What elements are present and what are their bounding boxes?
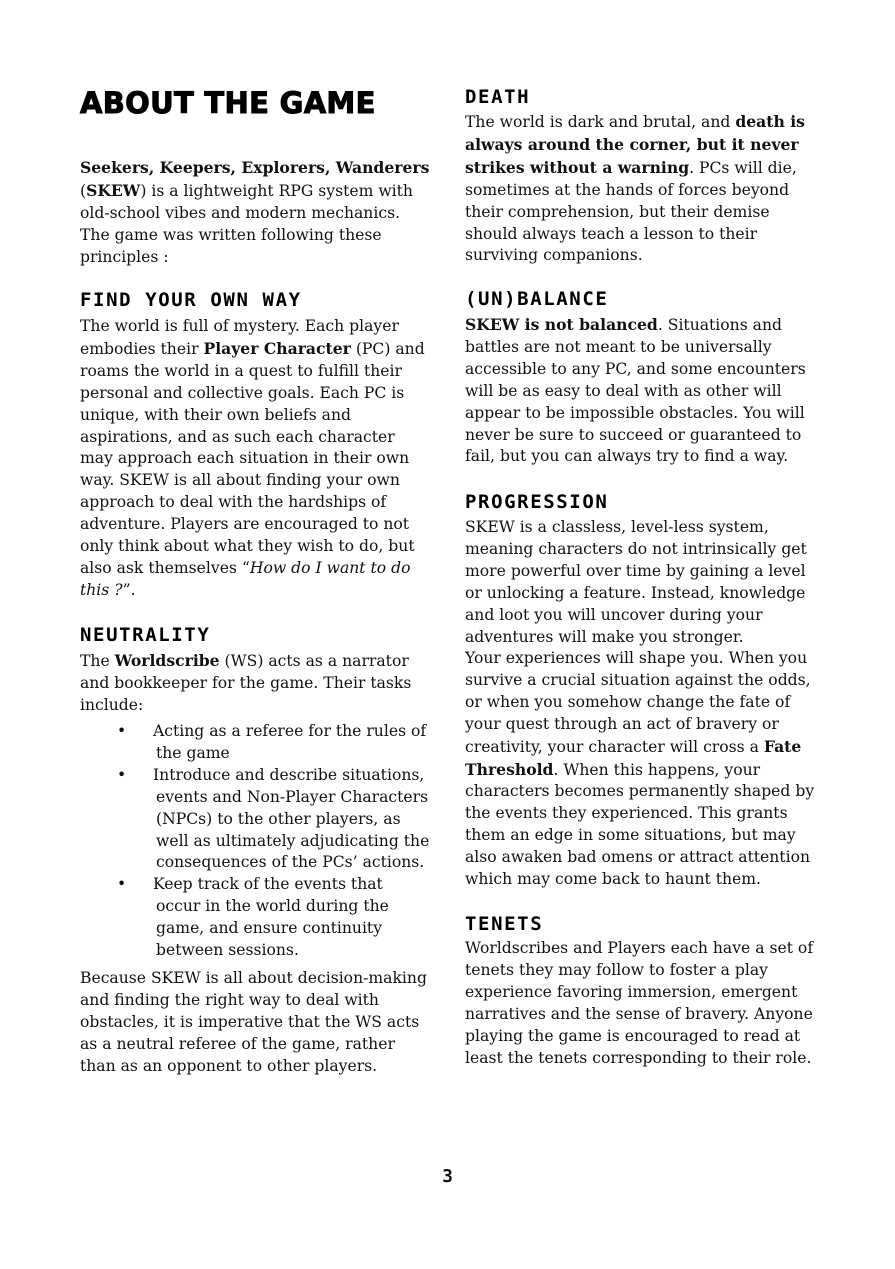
progression-paragraph-1: SKEW is a classless, level-less system, meaning characters do not intrinsically get more powerful over time by gaining a level or unlocking a feature. Instead, knowledge and loot you will uncover during your adventures will make you stronger. [465, 518, 807, 646]
page-number: 3 [442, 1166, 453, 1187]
italic-quote: How do I want to do this ? [80, 558, 411, 599]
worldscribe-term: Worldscribe [114, 651, 220, 670]
heading-find-your-own-way: FIND YOUR OWN WAY [80, 289, 302, 311]
list-item: • Acting as a referee for the rules of the game [117, 722, 427, 762]
unbalance-paragraph: SKEW is not balanced. Situations and battles are not meant to be universally accessible to any PC, and some encounters will be as easy to deal with as other will appear to be impossible obstacles. You will never be sure to succeed or guaranteed to fail, but you can always try to find a way. [465, 315, 806, 466]
tenets-paragraph: Worldscribes and Players each have a set of tenets they may follow to foster a play experience favoring immersion, emergent narratives and the sense of bravery. Anyone playing the game is encouraged to read at least the tenets corresponding to their role. [465, 939, 814, 1067]
intro-bold-names: Seekers, Keepers, Explorers, Wanderers [80, 158, 430, 177]
heading-death: DEATH [465, 86, 531, 108]
neutrality-closing-paragraph: Because SKEW is all about decision-making and finding the right way to deal with obstacles, it is imperative that the WS acts as a neutral referee of the game, rather than as an opponent to other players. [80, 969, 427, 1075]
heading-progression: PROGRESSION [465, 491, 609, 513]
intro-paragraph: Seekers, Keepers, Explorers, Wanderers (SKEW) is a lightweight RPG system with old-school vibes and modern mechanics. The game was written following these principles : [80, 158, 430, 266]
fate-threshold-term: Fate Threshold [465, 736, 802, 779]
intro-bold-skew: SKEW [86, 180, 141, 200]
death-paragraph: The world is dark and brutal, and death is always around the corner, but it never strikes without a warning. PCs will die, sometimes at the hands of forces beyond their comprehension, but their demise should always teach a lesson to their surviving companions. [465, 112, 805, 265]
page-title: ABOUT THE GAME [80, 86, 376, 120]
heading-unbalance: (UN)BALANCE [465, 288, 609, 310]
heading-neutrality: NEUTRALITY [80, 624, 211, 646]
worldscribe-tasks-list [80, 721, 432, 962]
player-character-term: Player Character [203, 338, 351, 358]
bullet-glyph: • [117, 722, 127, 740]
progression-paragraph-2: Your experiences will shape you. When you survive a crucial situation against the odds, or when you somehow change the fate of your quest through an act of bravery or creativity, your character will cross a Fate Threshold. When this happens, your characters becomes permanently shaped by the events they experienced. This grants them an edge in some situations, but may also awaken bad omens or attract attention which may come back to haunt them. [465, 649, 815, 889]
death-emphasis: death is always around the corner, but it never strikes without a warning [465, 112, 805, 177]
heading-tenets: TENETS [465, 913, 544, 935]
neutrality-paragraph: The Worldscribe (WS) acts as a narrator and bookkeeper for the game. Their tasks include: [80, 651, 412, 714]
list-item: • Introduce and describe situations, events and Non-Player Characters (NPCs) to the other players, as well as ultimately adjudicating the consequences of the PCs’ actions. [117, 765, 430, 872]
unbalance-emphasis: SKEW is not balanced [465, 315, 658, 334]
bullet-glyph: • [117, 765, 127, 784]
bullet-glyph: • [117, 875, 127, 894]
list-item: • Keep track of the events that occur in the world during the game, and ensure continuity between sessions. [117, 875, 389, 960]
find-your-own-way-paragraph: The world is full of mystery. Each player embodies their Player Character (PC) and roams the world in a quest to fulfill their personal and collective goals. Each PC is unique, with their own beliefs and aspirations, and as such each character may approach each situation in their own way. SKEW is all about finding your own approach to deal with the hardships of adventure. Players are encouraged to not only think about what they wish to do, but also ask themselves “How do I want to do this ?”. [80, 317, 425, 599]
